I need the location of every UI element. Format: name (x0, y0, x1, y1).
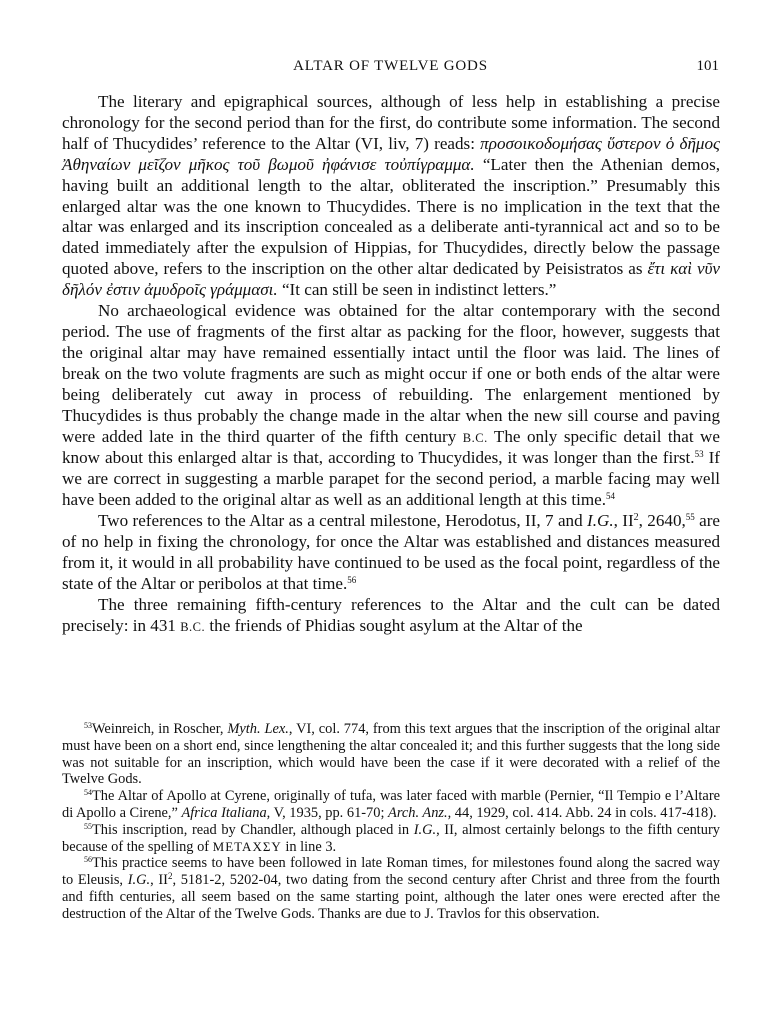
text-run: , 44, 1929, col. 414. Abb. 24 in cols. 417-418). (447, 804, 717, 821)
footnote-54 (62, 788, 720, 822)
footnote-number: 54 (84, 788, 92, 798)
era-abbreviation: B.C. (180, 619, 206, 634)
citation-title: Myth. Lex. (227, 721, 289, 737)
footnote-56 (62, 855, 720, 922)
citation-abbrev: I.G. (413, 821, 437, 838)
running-title: ALTAR OF TWELVE GODS (293, 58, 488, 74)
text-run: , II (613, 511, 634, 531)
text-run: The Altar of Apollo at Cyrene, originally of tufa, was later faced with marble (Pernier, “Il Tempio e l’Altare di Apollo a Cirene,” (62, 788, 720, 821)
footnote-53 (62, 721, 720, 788)
era-abbreviation: B.C. (462, 430, 488, 445)
paragraph-4 (62, 595, 720, 638)
text-run: Weinreich, in Roscher, (92, 721, 228, 737)
footnote-ref-54[interactable]: 54 (605, 491, 615, 502)
text-run: If we are correct in suggesting a marble parapet for the second period, a marble facing may well have been added to the original altar as well as an additional length at this time. (62, 448, 720, 510)
text-run: “It can still be seen in indistinct letters.” (277, 280, 557, 300)
text-run: The literary and epigraphical sources, although of less help in establishing a precise chronology for the second period than for the first, do contribute some information. The second half of Thucydides’ reference to the Altar (VI, liv, 7) reads: (62, 92, 720, 153)
main-text (62, 92, 720, 638)
running-header (62, 58, 719, 80)
text-run: This practice seems to have been followed in late Roman times, for milestones found along the sacred way to Eleusis, (62, 855, 720, 889)
text-run: The three remaining fifth-century references to the Altar and the cult can be dated precisely: in 431 (62, 594, 720, 635)
text-run: Two references to the Altar as a central milestone, Herodotus, II, 7 and (98, 511, 588, 531)
text-run: are of no help in fixing the chronology, for once the Altar was established and distances measured from it, it would in all probability have continued to be used as the focal point, regardless of the state of the Altar or peribolos at that time. (62, 511, 721, 593)
superscript: 2 (633, 512, 639, 524)
greek-quotation: προσοικοδομήσας ὕστερον ὁ δῆμος Ἀθηναίων μεῖζον μῆκος τοῦ βωμοῦ ἠφάνισε τοὐπίγραμμα. (62, 133, 720, 174)
text-run: , V, 1935, pp. 61-70; (266, 804, 389, 821)
text-run: , 5181-2, 5202-04, two dating from the second century after Christ and three from the fourth and fifth centuries, all seem based on the same starting point, although the later ones were erected after the destruction of the Altar of the Twelve Gods. Thanks are due to J. Travlos for this observation. (62, 872, 721, 922)
text-run: No archaeological evidence was obtained for the altar contemporary with the second period. The use of fragments of the first altar as packing for the floor, however, suggests that the original altar may have remained essentially intact until the floor was laid. The lines of break on the two volute fragments are such as might occur if one or both ends of the altar were being deliberately cut away in process of rebuilding. The enlargement mentioned by Thucydides is thus probably the change made in the altar when the new sill course and paving were added late in the third quarter of the fifth century (62, 301, 720, 446)
paragraph-3 (62, 511, 720, 595)
citation-abbrev: I.G. (127, 872, 151, 889)
paragraph-2 (62, 301, 720, 511)
footnote-ref-55[interactable]: 55 (685, 512, 695, 523)
footnote-number: 56 (84, 855, 92, 865)
footnote-ref-56[interactable]: 56 (347, 574, 357, 585)
footnote-number: 55 (84, 821, 92, 831)
text-run: the friends of Phidias sought asylum at the Altar of the (205, 615, 583, 635)
citation-abbrev: I.G. (587, 511, 614, 531)
text-run: , II, almost certainly belongs to the fifth century because of the spelling of (62, 821, 720, 855)
footnotes (62, 721, 720, 923)
paragraph-1 (62, 92, 720, 301)
greek-quotation: ἔτι καὶ νῦν δῆλόν ἐστιν ἀμυδροῖς γράμμασι. (62, 259, 720, 300)
superscript: 2 (167, 871, 173, 882)
footnote-number: 53 (84, 721, 92, 730)
citation-title: Arch. Anz. (388, 804, 448, 821)
text-run: , VI, col. 774, from this text argues that the inscription of the original altar must have been on a short end, since lengthening the altar concealed it; and this further suggests that the long side was not suitable for an inscription, which would have been the case if it were decorated with a relief of the Twelve Gods. (62, 721, 720, 788)
text-run: “Later then the Athenian demos, having built an additional length to the altar, obliterated the inscription.” Presumably this enlarged altar was the one known to Thucydides. There is no implication in the text that the altar was enlarged and its inscription concealed as a deliberate anti-tyrannical act and so to be dated immediately after the expulsion of Hippias, for Thucydides, directly below the passage quoted above, refers to the inscription on the other altar dedicated by Peisistratos as (62, 154, 720, 279)
page-number: 101 (696, 58, 719, 74)
text-run: This inscription, read by Chandler, although placed in (92, 821, 414, 838)
greek-inscription-word: ΜΕΤΑΧΣΥ (212, 838, 282, 854)
footnote-ref-53[interactable]: 53 (694, 449, 704, 460)
footnote-55 (62, 822, 720, 856)
text-run: in line 3. (281, 838, 337, 855)
text-run: , 2640, (638, 511, 686, 531)
citation-title: Africa Italiana (181, 804, 267, 821)
text-run: , II (150, 872, 168, 889)
text-run: The only specific detail that we know about this enlarged altar is that, according to Thucydides, it was longer than the first. (62, 426, 720, 468)
